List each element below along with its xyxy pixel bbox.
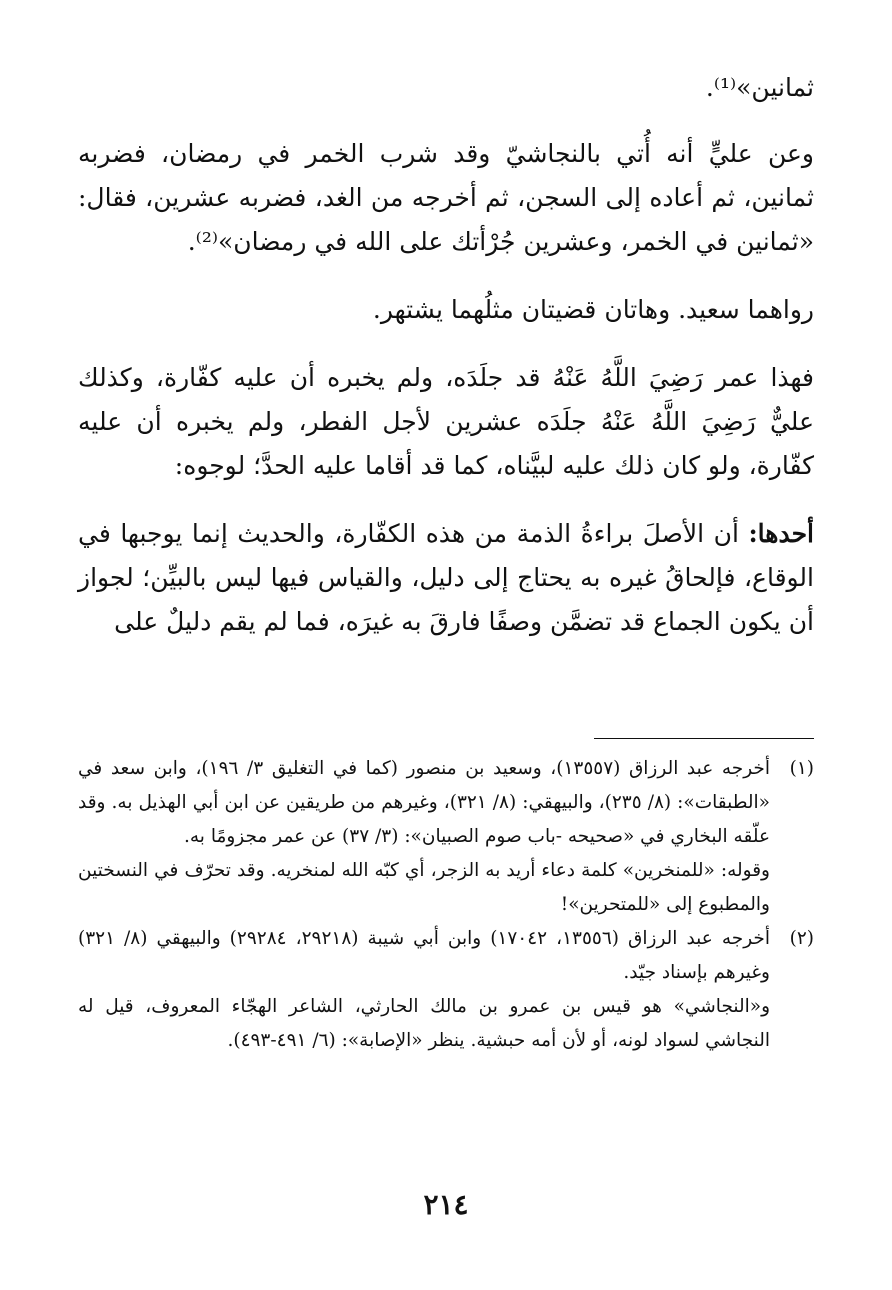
- footnotes-block: [78, 752, 814, 1058]
- footnote-2-text: أخرجه عبد الرزاق (١٣٥٥٦، ١٧٠٤٢) وابن أبي شيبة (٢٩٢١٨، ٢٩٢٨٤) والبيهقي (٨/ ٣٢١) وغيرهم بإسناد جيّد.: [78, 928, 770, 983]
- page-number: ٢١٤: [423, 1188, 469, 1221]
- footnote-1-text: أخرجه عبد الرزاق (١٣٥٥٧)، وسعيد بن منصور (كما في التغليق ٣/ ١٩٦)، وابن سعد في «الطبقات»: (٨/ ٢٣٥)، والبيهقي: (٨/ ٣٢١)، وغيرهم من طريقين عن ابن أبي الهذيل به. وقد علّقه البخاري في «صحيحه -باب صوم الصبيان»: (٣/ ٣٧) عن عمر مجزومًا به.: [78, 758, 770, 847]
- footnote-1-text-2: وقوله: «للمنخرين» كلمة دعاء أريد به الزجر، أي كبّه الله لمنخريه. وقد تحرّف في النسختين والمطبوع إلى «للمتحرين»!: [78, 860, 770, 915]
- paragraph-5-text: أن الأصلَ براءةُ الذمة من هذه الكفّارة، والحديث إنما يوجبها في الوقاع، فإلحاقُ غيره به يحتاج إلى دليل، والقياس فيها ليس بالبيِّن؛ لجواز أن يكون الجماع قد تضمَّن وصفًا فارقَ به غيرَه، فما لم يقم دليلٌ على: [78, 519, 814, 636]
- footnote-2-text-2: و«النجاشي» هو قيس بن عمرو بن مالك الحارثي، الشاعر الهجّاء المعروف، قيل له النجاشي لسواد لونه، أو لأن أمه حبشية. ينظر «الإصابة»: (٦/ ٤٩١-٤٩٣).: [78, 996, 770, 1051]
- main-text-block: [78, 66, 814, 668]
- footnote-2-number: (٢): [789, 928, 814, 949]
- paragraph-3: رواهما سعيد. وهاتان قضيتان مثلُهما يشتهر.: [372, 295, 814, 324]
- paragraph-5-lead: أحدها:: [748, 519, 814, 548]
- paragraph-1: ثمانين»⁽¹⁾.: [705, 73, 814, 102]
- paragraph-4: فهذا عمر رَضِيَ اللَّهُ عَنْهُ قد جلَدَه، ولم يخبره أن عليه كفّارة، وكذلك عليٌّ رَضِيَ اللَّهُ عَنْهُ جلَدَه عشرين لأجل الفطر، ولم يخبره أن عليه كفّارة، ولو كان ذلك عليه لبيَّناه، كما قد أقاما عليه الحدَّ؛ لوجوه:: [78, 363, 814, 480]
- footnote-separator: [594, 738, 814, 739]
- paragraph-5: [78, 512, 814, 644]
- footnote-2: [78, 922, 814, 1058]
- footnote-1-number: (١): [789, 758, 814, 779]
- paragraph-2: وعن عليٍّ أنه أُتي بالنجاشيّ وقد شرب الخمر في رمضان، فضربه ثمانين، ثم أعاده إلى السجن، ثم أخرجه من الغد، فضربه عشرين، فقال: «ثمانين في الخمر، وعشرين جُرْأتك على الله في رمضان»⁽²⁾.: [78, 139, 814, 256]
- footnote-1: [78, 752, 814, 922]
